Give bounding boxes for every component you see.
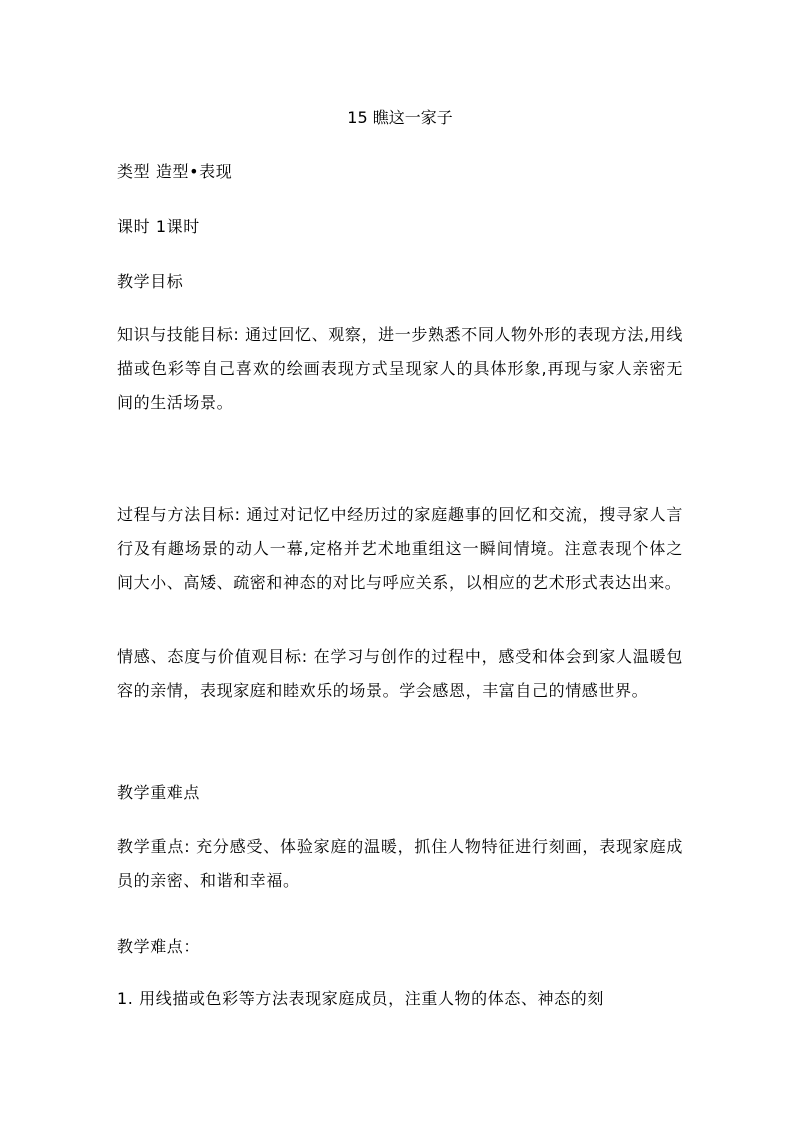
teaching-difficult-heading: 教学难点： [117,937,201,956]
difficult-item-1: 1. 用线描或色彩等方法表现家庭成员，注重人物的体态、神态的刻 [117,989,604,1008]
lesson-hours: 课时 1课时 [117,217,200,236]
process-method-goal: 过程与方法目标: 通过对记忆中经历过的家庭趣事的回忆和交流，搜寻家人言行及有趣场景的动人一幕,定格并艺术地重组这一瞬间情境。注意表现个体之间大小、高矮、疏密和神态的对比与呼应关系，以相应的艺术形式表达出来。 [117,505,683,592]
document-title: 15 瞧这一家子 [347,108,453,127]
knowledge-skill-goal: 知识与技能目标: 通过回忆、观察，进一步熟悉不同人物外形的表现方法,用线描或色彩等自己喜欢的绘画表现方式呈现家人的具体形象,再现与家人亲密无间的生活场景。 [117,325,683,412]
emotion-value-goal: 情感、态度与价值观目标: 在学习与创作的过程中，感受和体会到家人温暖包容的亲情，表现家庭和睦欢乐的场景。学会感恩，丰富自己的情感世界。 [117,647,683,700]
teaching-goals-heading: 教学目标 [117,272,184,291]
lesson-type: 类型 造型•表现 [117,162,233,181]
teaching-key-point: 教学重点: 充分感受、体验家庭的温暖，抓住人物特征进行刻画，表现家庭成员的亲密、和谐和幸福。 [117,837,683,890]
key-difficult-heading: 教学重难点 [117,783,201,802]
